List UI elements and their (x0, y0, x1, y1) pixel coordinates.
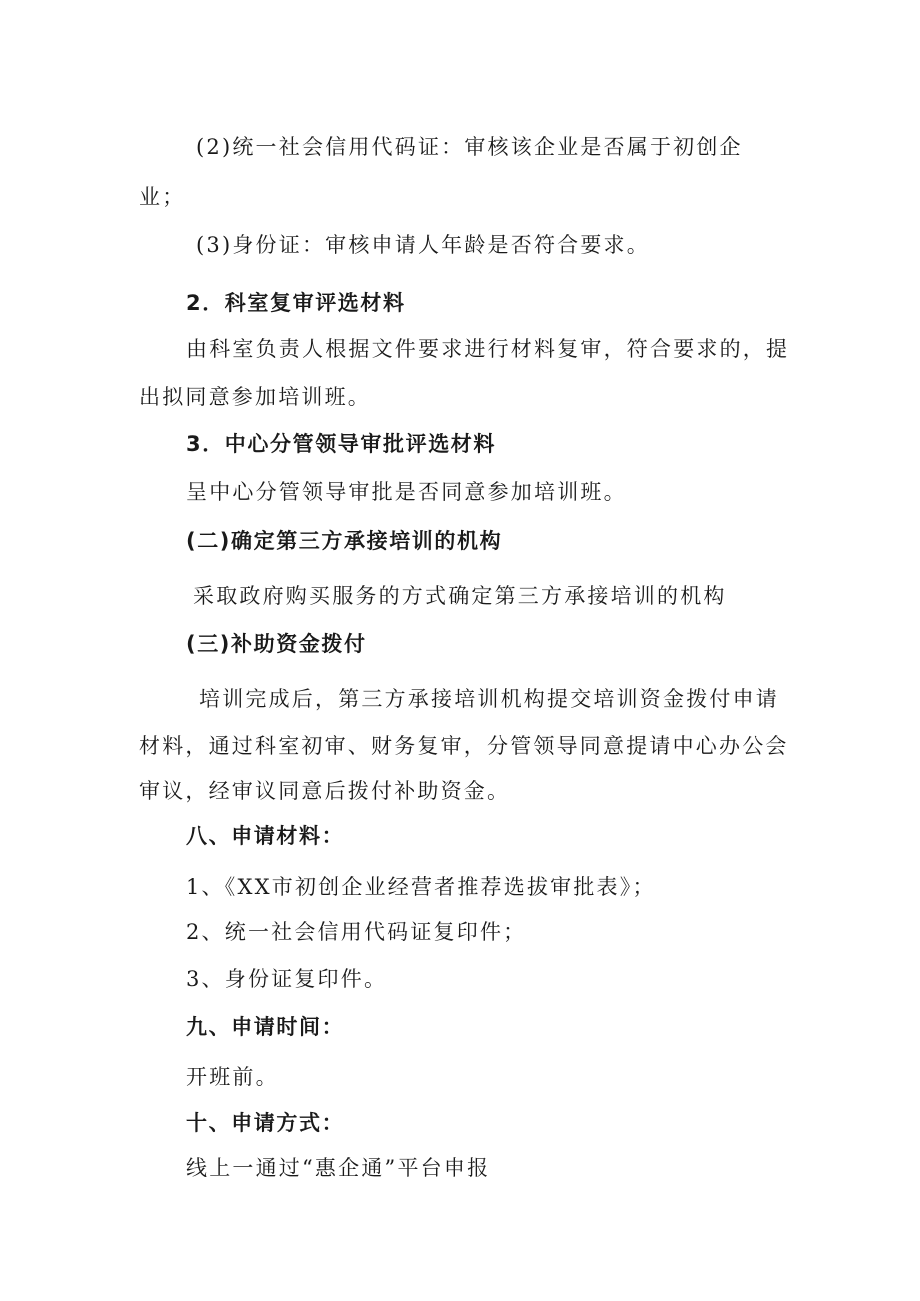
heading-recheck: 2．科室复审评选材料 (186, 291, 406, 315)
paragraph-review-3: (3)身份证：审核申请人年龄是否符合要求。 (196, 233, 650, 257)
heading-time: 九、申请时间： (186, 1015, 345, 1039)
heading-section-2: (二)确定第三方承接培训的机构 (186, 529, 503, 553)
heading-section-3: (三)补助资金拨付 (186, 632, 367, 656)
paragraph-recheck-line-2: 出拟同意参加培训班。 (139, 385, 371, 409)
paragraph-review-2-line-2: 业； (139, 185, 186, 209)
heading-materials: 八、申请材料： (186, 824, 345, 848)
paragraph-recheck-line-1: 由科室负责人根据文件要求进行材料复审，符合要求的，提 (186, 337, 790, 361)
paragraph-section-3-line-1: 培训完成后，第三方承接培训机构提交培训资金拨付申请 (199, 687, 779, 711)
paragraph-section-2: 采取政府购买服务的方式确定第三方承接培训的机构 (193, 584, 727, 608)
paragraph-review-2-line-1: (2)统一社会信用代码证：审核该企业是否属于初创企 (196, 135, 743, 159)
heading-approve: 3．中心分管领导审批评选材料 (186, 432, 497, 456)
paragraph-section-3-line-2: 材料，通过科室初审、财务复审，分管领导同意提请中心办公会 (139, 734, 789, 758)
paragraph-section-3-line-3: 审议，经审议同意后拨付补助资金。 (139, 779, 511, 803)
material-item-3: 3、身份证复印件。 (186, 967, 388, 991)
material-item-2: 2、统一社会信用代码证复印件； (186, 920, 527, 944)
material-item-1: 1、《XX市初创企业经营者推荐选拔审批表》； (186, 875, 656, 899)
paragraph-approve: 呈中心分管领导审批是否同意参加培训班。 (186, 480, 627, 504)
heading-method: 十、申请方式： (186, 1111, 345, 1135)
paragraph-method: 线上一通过“惠企通”平台申报 (186, 1156, 491, 1180)
paragraph-time: 开班前。 (186, 1065, 279, 1089)
